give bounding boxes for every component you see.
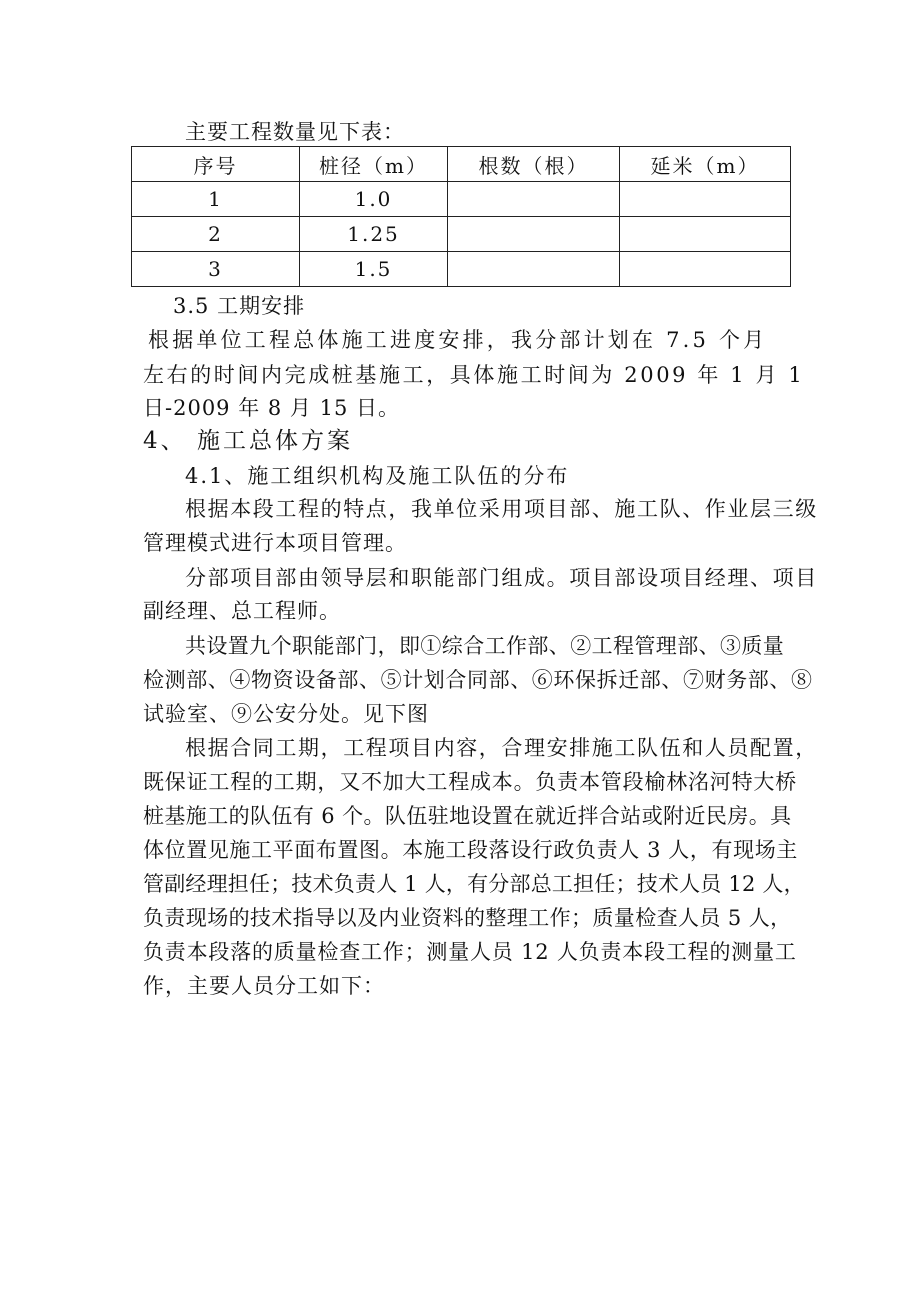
paragraph-line: 试验室、⑨公安分处。见下图 [143,702,429,726]
table-cell: 2 [132,217,300,252]
paragraph-line: 根据合同工期，工程项目内容，合理安排施工队伍和人员配置， [185,736,818,760]
table-cell [620,252,791,287]
paragraph-line: 既保证工程的工期，又不加大工程成本。负责本管段榆林洺河特大桥 [143,770,797,794]
paragraph-line: 作，主要人员分工如下： [143,974,385,998]
table-row [132,217,791,252]
paragraph-line: 检测部、④物资设备部、⑤计划合同部、⑥环保拆迁部、⑦财务部、⑧ [143,668,813,692]
paragraph-line: 分部项目部由领导层和职能部门组成。项目部设项目经理、项目 [185,566,818,590]
paragraph-line: 桩基施工的队伍有 6 个。队伍驻地设置在就近拌合站或附近民房。具 [143,804,792,828]
paragraph-line: 日-2009 年 8 月 15 日。 [143,396,400,420]
table-cell [620,217,791,252]
section-heading-4: 4、 施工总体方案 [143,428,353,454]
header-pile-diameter: 桩径（m） [300,147,448,182]
paragraph-line: 根据本段工程的特点，我单位采用项目部、施工队、作业层三级 [185,497,818,521]
table-row [132,252,791,287]
table-cell: 1.0 [300,182,448,217]
table-cell [448,182,620,217]
table-caption: 主要工程数量见下表： [185,120,405,144]
table-cell [448,217,620,252]
paragraph-line: 共设置九个职能部门，即①综合工作部、②工程管理部、③质量 [185,634,785,658]
header-length: 延米（m） [620,147,791,182]
header-pile-count: 根数（根） [448,147,620,182]
paragraph-line: 管理模式进行本项目管理。 [143,531,407,555]
paragraph-line: 负责现场的技术指导以及内业资料的整理工作；质量检查人员 5 人， [143,906,792,930]
paragraph-line: 负责本段落的质量检查工作；测量人员 12 人负责本段工程的测量工 [143,940,797,964]
quantity-table [131,146,791,287]
paragraph-line: 根据单位工程总体施工进度安排，我分部计划在 7.5 个月 [148,328,768,352]
table-cell: 1.25 [300,217,448,252]
table-header-row [132,147,791,182]
table-row [132,182,791,217]
section-heading-3-5: 3.5 工期安排 [173,294,306,318]
paragraph-line: 管副经理担任；技术负责人 1 人，有分部总工担任；技术人员 12 人， [143,872,805,896]
table-cell: 3 [132,252,300,287]
table-cell: 1.5 [300,252,448,287]
paragraph-line: 体位置见施工平面布置图。本施工段落设行政负责人 3 人，有现场主 [143,838,798,862]
table-cell [448,252,620,287]
table-cell: 1 [132,182,300,217]
section-heading-4-1: 4.1、施工组织机构及施工队伍的分布 [185,464,570,488]
table-cell [620,182,791,217]
paragraph-line: 左右的时间内完成桩基施工，具体施工时间为 2009 年 1 月 1 [143,363,805,387]
paragraph-line: 副经理、总工程师。 [143,599,341,623]
header-serial: 序号 [132,147,300,182]
